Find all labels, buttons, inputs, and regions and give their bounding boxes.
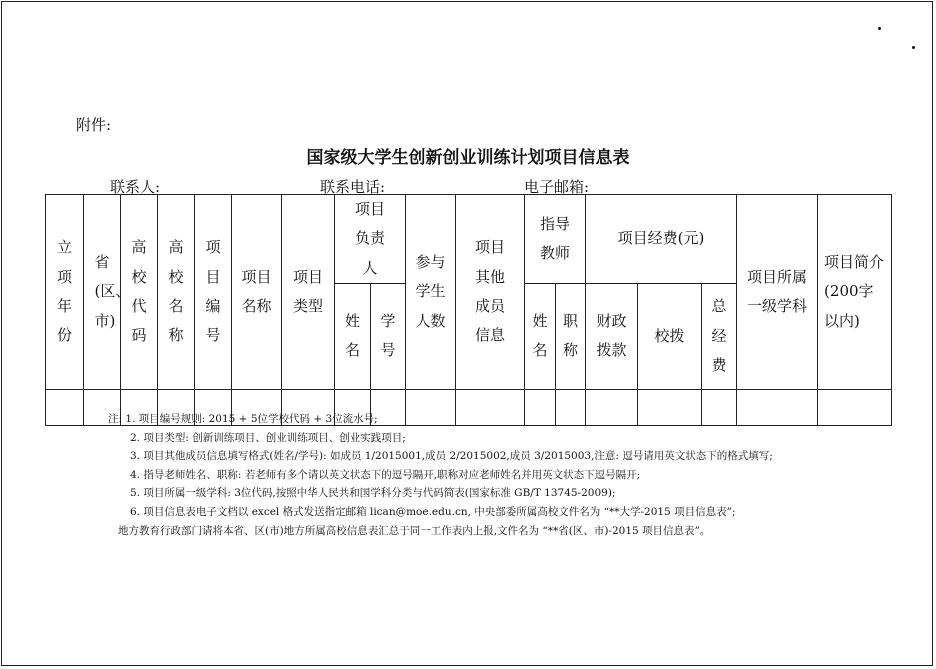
header-school-name: 高校名称 xyxy=(158,195,195,390)
note-line-3: 3. 项目其他成员信息填写格式(姓名/学号): 如成员 1/2015001,成员 2/2015002,成员 3/2015003,注意: 逗号请用英文状态下的格式填写; xyxy=(130,450,773,463)
table-cell[interactable] xyxy=(818,389,892,425)
note-line-7: 地方教育行政部门请将本省、区(市)地方所属高校信息表汇总于同一工作表内上报,文件名为 “**省(区、市)-2015 项目信息表”。 xyxy=(118,524,711,537)
document-title: 国家级大学生创新创业训练计划项目信息表 xyxy=(306,148,630,168)
header-advisor-name: 姓名 xyxy=(525,283,556,389)
contact-email-label: 电子邮箱: xyxy=(524,178,590,196)
header-leader: 项目负责人 xyxy=(335,195,406,284)
note-line-5: 5. 项目所属一级学科: 3位代码,按照中华人民共和国学科分类与代码简表(国家标准 GB/T 13745-2009); xyxy=(130,487,616,500)
note-line-4: 4. 指导老师姓名、职称: 若老师有多个请以英文状态下的逗号隔开,职称对应老师姓名并用英文状态下逗号隔开; xyxy=(130,468,641,481)
project-info-table xyxy=(45,194,892,426)
header-discipline: 项目所属一级学科 xyxy=(737,195,818,390)
header-members: 项目其他成员信息 xyxy=(456,195,525,390)
header-advisor-title: 职称 xyxy=(556,283,586,389)
header-fund-school: 校拨 xyxy=(638,283,702,389)
header-fund-total: 总经费 xyxy=(702,283,737,389)
scan-speck xyxy=(878,27,881,30)
header-students: 参与学生人数 xyxy=(406,195,456,390)
header-leader-id: 学号 xyxy=(371,283,406,389)
scan-speck xyxy=(912,46,915,49)
attachment-label: 附件: xyxy=(76,116,112,134)
header-project-type: 项目类型 xyxy=(282,195,335,390)
header-funding: 项目经费(元) xyxy=(586,195,737,284)
header-leader-name: 姓名 xyxy=(335,283,371,389)
note-line-2: 2. 项目类型: 创新训练项目、创业训练项目、创业实践项目; xyxy=(130,431,406,444)
header-school-code: 高校代码 xyxy=(121,195,158,390)
notes-block xyxy=(108,410,773,540)
header-province: 省(区、市) xyxy=(84,195,121,390)
contact-person-label: 联系人: xyxy=(110,178,161,196)
contact-phone-label: 联系电话: xyxy=(320,178,386,196)
header-intro: 项目简介(200字以内) xyxy=(818,195,892,390)
header-project-name: 项目名称 xyxy=(232,195,282,390)
header-year: 立项年份 xyxy=(46,195,84,390)
table-cell[interactable] xyxy=(46,389,84,425)
header-fund-gov: 财政拨款 xyxy=(586,283,638,389)
note-line-6: 6. 项目信息表电子文档以 excel 格式发送指定邮箱 lican@moe.edu.cn, 中央部委所属高校文件名为 “**大学-2015 项目信息表”; xyxy=(130,505,736,518)
note-line-1: 注: 1. 项目编号规则: 2015 + 5位学校代码 + 3位流水号; xyxy=(108,413,378,425)
header-advisor: 指导教师 xyxy=(525,195,586,284)
header-project-no: 项目编号 xyxy=(195,195,232,390)
